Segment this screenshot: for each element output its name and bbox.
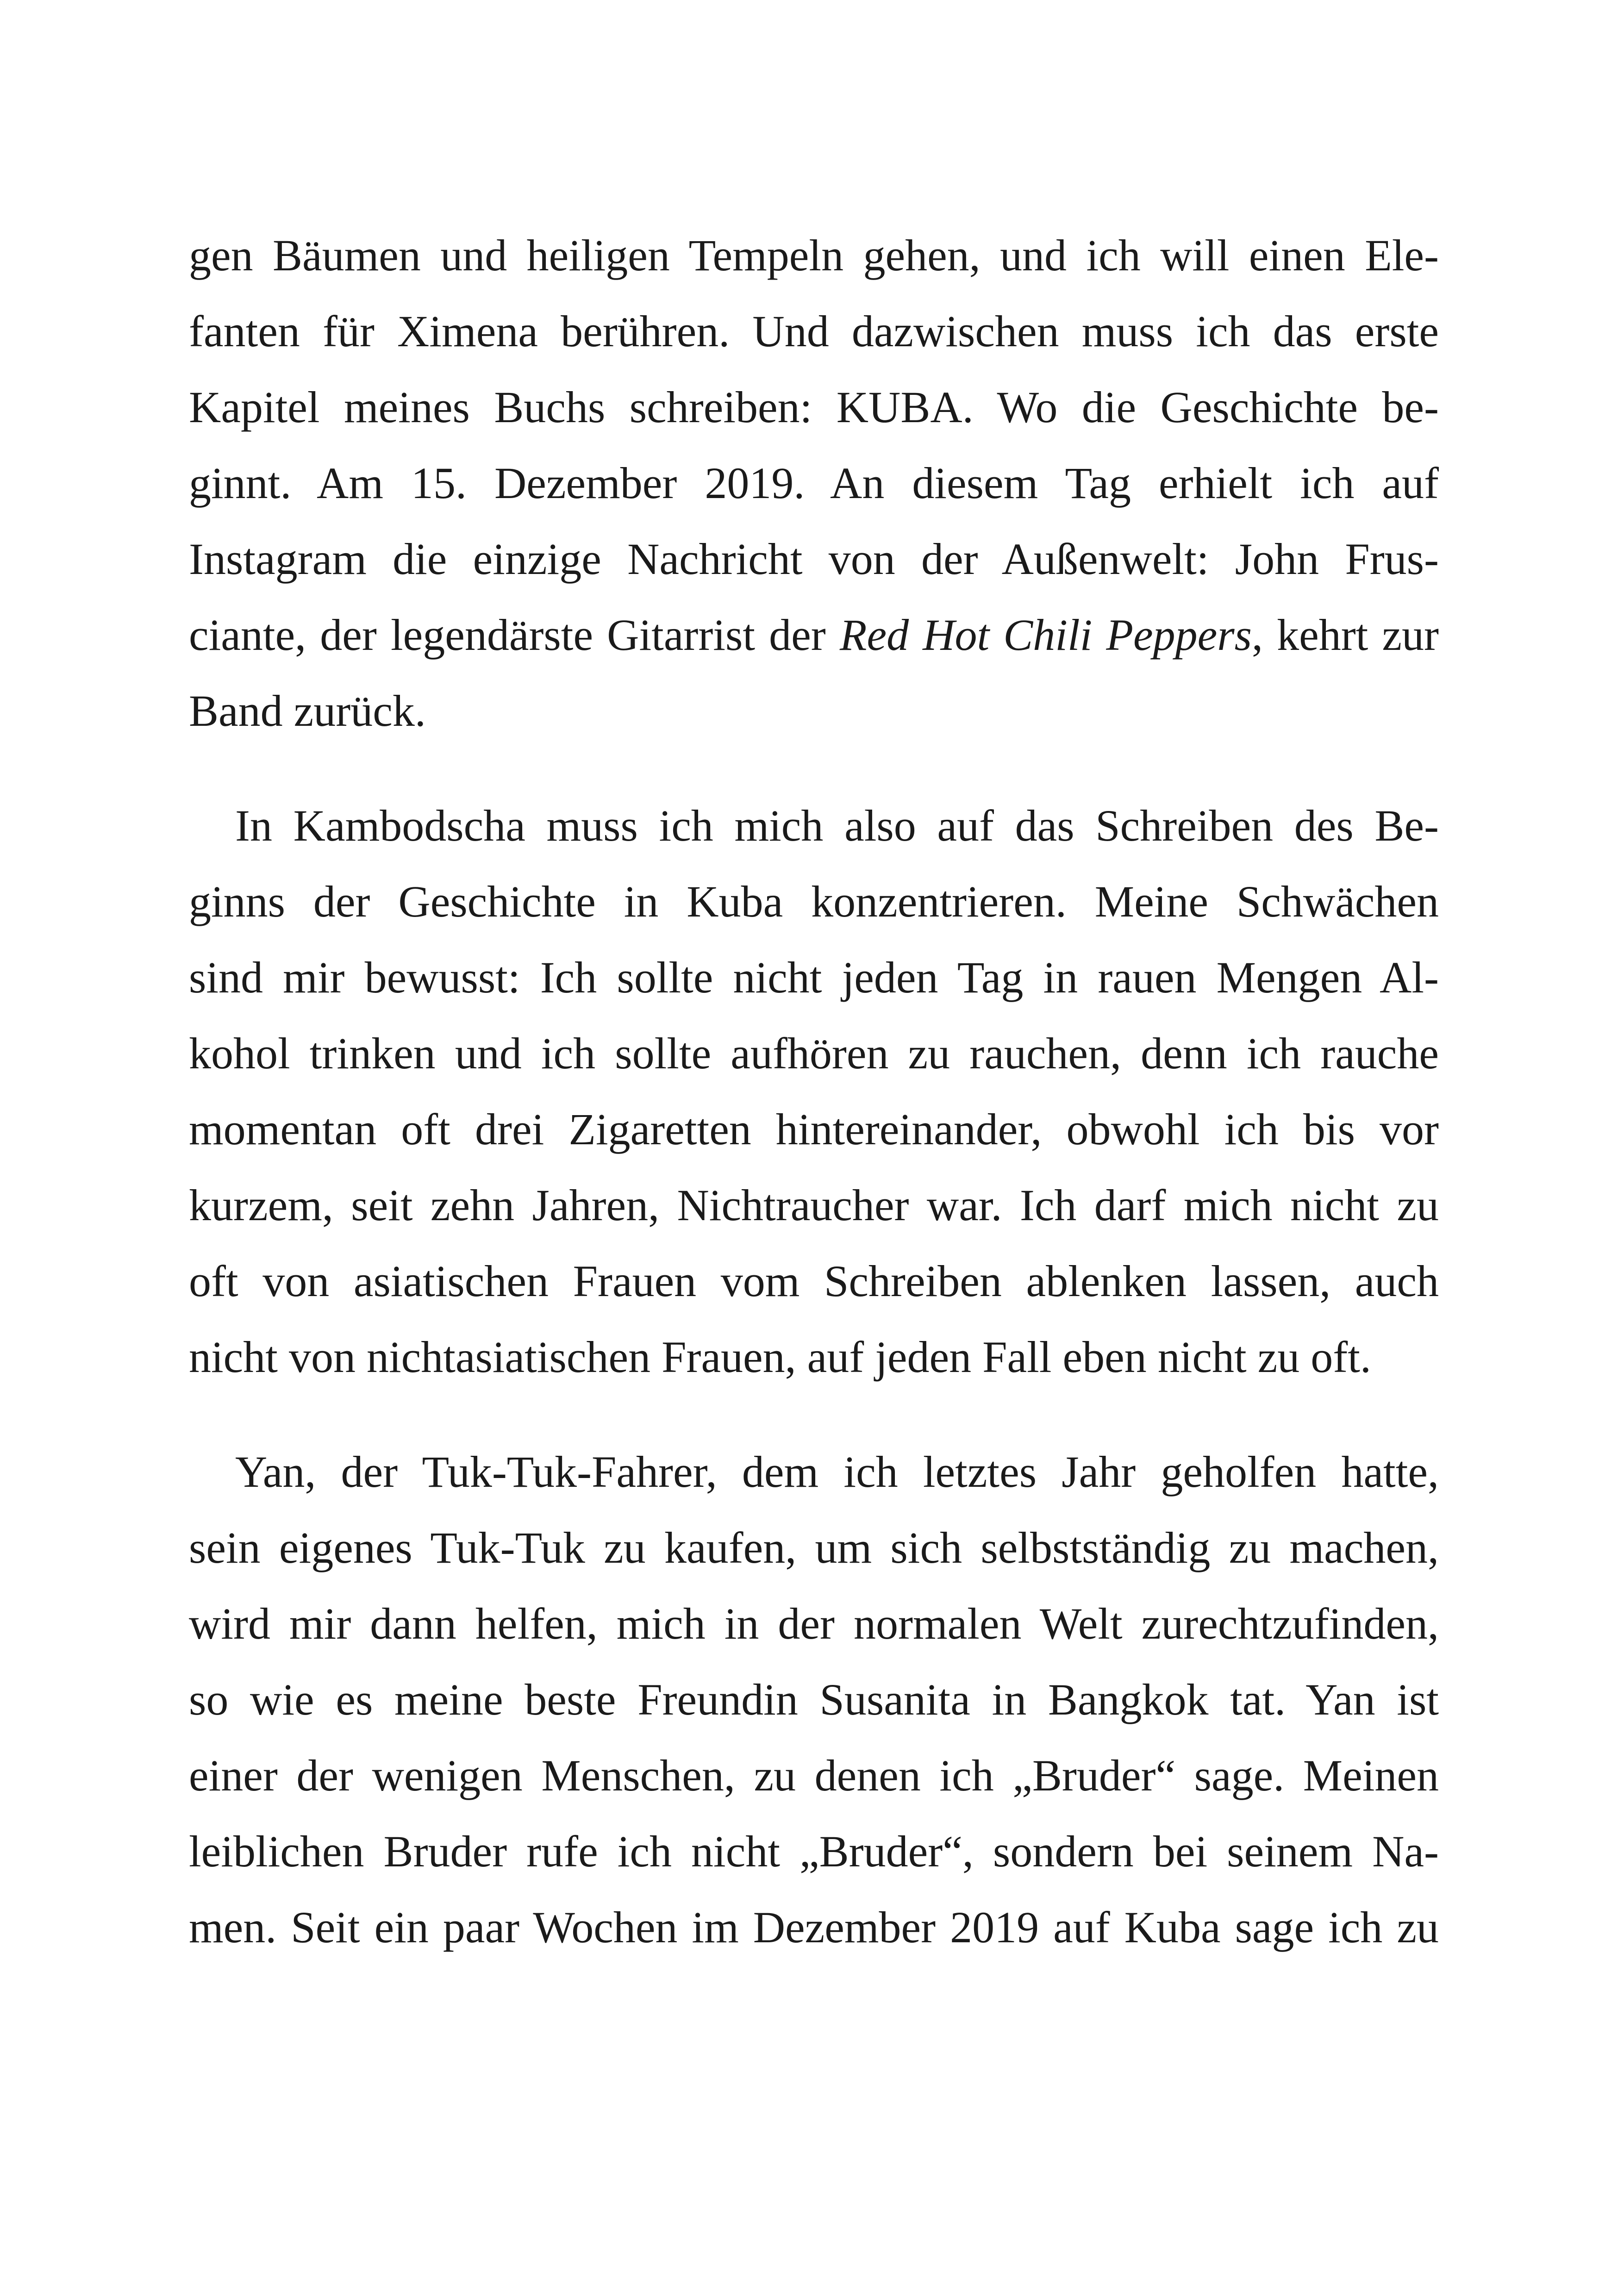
paragraph-3 [189, 1434, 1439, 1965]
band-name-italic: Red Hot Chili Peppers [839, 610, 1252, 660]
text-line: ginns der Geschichte in Kuba konzentrieren. Meine Schwächen [189, 877, 1439, 926]
paragraph-2 [189, 788, 1439, 1395]
paragraph-gap [189, 1395, 1439, 1434]
text-line: men. Seit ein paar Wochen im Dezember 2019 auf Kuba sage ich zu [189, 1902, 1439, 1952]
text-line: so wie es meine beste Freundin Susanita in Bangkok tat. Yan ist [189, 1675, 1439, 1724]
paragraph-gap [189, 749, 1439, 788]
text-line: Instagram die einzige Nachricht von der Außenwelt: John Frus- [189, 534, 1439, 584]
text-line: momentan oft drei Zigaretten hintereinander, obwohl ich bis vor [189, 1104, 1439, 1154]
text-line: sind mir bewusst: Ich sollte nicht jeden Tag in rauen Mengen Al- [189, 953, 1439, 1002]
text-line: kurzem, seit zehn Jahren, Nichtraucher war. Ich darf mich nicht zu [189, 1180, 1439, 1230]
text-line: Yan, der Tuk-Tuk-Fahrer, dem ich letztes Jahr geholfen hatte, [235, 1447, 1439, 1497]
text-line: kohol trinken und ich sollte aufhören zu rauchen, denn ich rauche [189, 1029, 1439, 1078]
text-line: Kapitel meines Buchs schreiben: KUBA. Wo die Geschichte be- [189, 382, 1439, 432]
text-line: wird mir dann helfen, mich in der normalen Welt zurechtzufinden, [189, 1599, 1439, 1648]
text-line: In Kambodscha muss ich mich also auf das Schreiben des Be- [235, 801, 1439, 850]
text-line: Band zurück. [189, 686, 426, 736]
text-line: fanten für Ximena berühren. Und dazwischen muss ich das erste [189, 306, 1439, 356]
text-line: einer der wenigen Menschen, zu denen ich „Bruder“ sage. Meinen [189, 1751, 1439, 1800]
text-line: sein eigenes Tuk-Tuk zu kaufen, um sich selbstständig zu machen, [189, 1523, 1439, 1572]
text-line: gen Bäumen und heiligen Tempeln gehen, und ich will einen Ele- [189, 231, 1439, 280]
text-line-with-italic [189, 597, 1439, 673]
paragraph-1 [189, 218, 1439, 749]
text-line: ginnt. Am 15. Dezember 2019. An diesem Tag erhielt ich auf [189, 458, 1439, 508]
text-run: , kehrt zur [1251, 610, 1439, 660]
body-text [189, 218, 1439, 1965]
text-line: oft von asiatischen Frauen vom Schreiben ablenken lassen, auch [189, 1256, 1439, 1306]
text-line: nicht von nichtasiatischen Frauen, auf jeden Fall eben nicht zu oft. [189, 1332, 1371, 1382]
text-line: leiblichen Bruder rufe ich nicht „Bruder“, sondern bei seinem Na- [189, 1827, 1439, 1876]
text-run: ciante, der legendärste Gitarrist der [189, 610, 840, 660]
